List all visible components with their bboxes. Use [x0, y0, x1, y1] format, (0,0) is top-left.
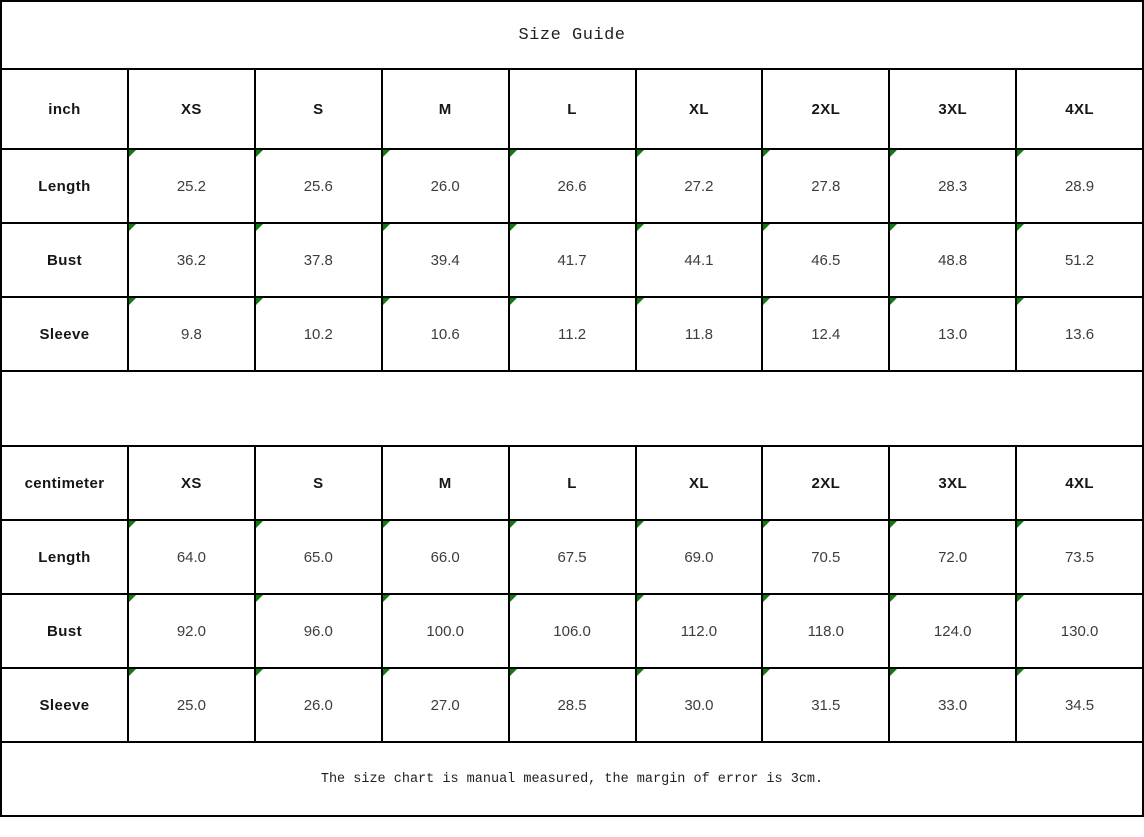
size-value-cell: 96.0	[255, 594, 382, 668]
size-value-cell: 66.0	[382, 520, 509, 594]
size-value-cell: 36.2	[128, 223, 255, 297]
size-value-cell: 65.0	[255, 520, 382, 594]
corner-indicator-icon	[1017, 595, 1024, 602]
size-column-header-4xl: 4XL	[1016, 69, 1143, 149]
size-value-cell: 26.6	[509, 149, 636, 223]
corner-indicator-icon	[129, 521, 136, 528]
row-label: Length	[1, 520, 128, 594]
corner-indicator-icon	[763, 150, 770, 157]
spacer-cell	[1, 371, 1143, 446]
size-column-header-xl: XL	[636, 446, 763, 520]
corner-indicator-icon	[1017, 150, 1024, 157]
corner-indicator-icon	[510, 298, 517, 305]
corner-indicator-icon	[1017, 521, 1024, 528]
footer-note: The size chart is manual measured, the margin of error is 3cm.	[1, 742, 1143, 816]
size-value-cell: 41.7	[509, 223, 636, 297]
size-value-cell: 51.2	[1016, 223, 1143, 297]
corner-indicator-icon	[129, 669, 136, 676]
corner-indicator-icon	[510, 150, 517, 157]
size-value-cell: 10.6	[382, 297, 509, 371]
row-label: Sleeve	[1, 297, 128, 371]
corner-indicator-icon	[637, 669, 644, 676]
size-value-cell: 30.0	[636, 668, 763, 742]
size-value-cell: 92.0	[128, 594, 255, 668]
size-value-cell: 31.5	[762, 668, 889, 742]
corner-indicator-icon	[510, 521, 517, 528]
corner-indicator-icon	[383, 224, 390, 231]
size-value-cell: 13.0	[889, 297, 1016, 371]
corner-indicator-icon	[1017, 298, 1024, 305]
size-value-cell: 27.0	[382, 668, 509, 742]
corner-indicator-icon	[256, 150, 263, 157]
size-value-cell: 106.0	[509, 594, 636, 668]
corner-indicator-icon	[510, 595, 517, 602]
size-value-cell: 26.0	[382, 149, 509, 223]
corner-indicator-icon	[129, 150, 136, 157]
table-row-inch-sleeve	[1, 297, 1143, 371]
size-value-cell: 69.0	[636, 520, 763, 594]
size-column-header-xl: XL	[636, 69, 763, 149]
size-column-header-m: M	[382, 69, 509, 149]
size-value-cell: 28.5	[509, 668, 636, 742]
corner-indicator-icon	[383, 521, 390, 528]
corner-indicator-icon	[890, 298, 897, 305]
size-value-cell: 44.1	[636, 223, 763, 297]
size-column-header-2xl: 2XL	[762, 69, 889, 149]
size-value-cell: 27.2	[636, 149, 763, 223]
size-value-cell: 28.9	[1016, 149, 1143, 223]
size-value-cell: 67.5	[509, 520, 636, 594]
corner-indicator-icon	[129, 595, 136, 602]
corner-indicator-icon	[256, 669, 263, 676]
corner-indicator-icon	[637, 298, 644, 305]
corner-indicator-icon	[129, 224, 136, 231]
footer-row	[1, 742, 1143, 816]
size-value-cell: 11.8	[636, 297, 763, 371]
corner-indicator-icon	[637, 224, 644, 231]
corner-indicator-icon	[256, 224, 263, 231]
table-row-cm-sleeve	[1, 668, 1143, 742]
size-value-cell: 13.6	[1016, 297, 1143, 371]
unit-header-centimeter: centimeter	[1, 446, 128, 520]
title-row	[1, 1, 1143, 69]
corner-indicator-icon	[890, 669, 897, 676]
corner-indicator-icon	[890, 595, 897, 602]
corner-indicator-icon	[763, 298, 770, 305]
corner-indicator-icon	[890, 150, 897, 157]
size-column-header-l: L	[509, 446, 636, 520]
size-column-header-4xl: 4XL	[1016, 446, 1143, 520]
corner-indicator-icon	[763, 595, 770, 602]
size-column-header-xs: XS	[128, 446, 255, 520]
size-value-cell: 64.0	[128, 520, 255, 594]
size-column-header-3xl: 3XL	[889, 69, 1016, 149]
corner-indicator-icon	[1017, 669, 1024, 676]
table-row-inch-length	[1, 149, 1143, 223]
size-value-cell: 73.5	[1016, 520, 1143, 594]
size-column-header-s: S	[255, 69, 382, 149]
size-value-cell: 37.8	[255, 223, 382, 297]
size-column-header-m: M	[382, 446, 509, 520]
size-value-cell: 9.8	[128, 297, 255, 371]
size-value-cell: 48.8	[889, 223, 1016, 297]
size-value-cell: 46.5	[762, 223, 889, 297]
row-label: Bust	[1, 223, 128, 297]
corner-indicator-icon	[510, 669, 517, 676]
size-value-cell: 34.5	[1016, 668, 1143, 742]
table-row-inch-bust	[1, 223, 1143, 297]
corner-indicator-icon	[256, 595, 263, 602]
size-value-cell: 25.0	[128, 668, 255, 742]
table-row-cm-length	[1, 520, 1143, 594]
size-value-cell: 39.4	[382, 223, 509, 297]
corner-indicator-icon	[1017, 224, 1024, 231]
corner-indicator-icon	[510, 224, 517, 231]
table-row-cm-bust	[1, 594, 1143, 668]
size-value-cell: 12.4	[762, 297, 889, 371]
size-column-header-s: S	[255, 446, 382, 520]
row-label: Bust	[1, 594, 128, 668]
corner-indicator-icon	[383, 298, 390, 305]
size-value-cell: 130.0	[1016, 594, 1143, 668]
size-value-cell: 70.5	[762, 520, 889, 594]
corner-indicator-icon	[383, 595, 390, 602]
corner-indicator-icon	[129, 298, 136, 305]
corner-indicator-icon	[383, 669, 390, 676]
size-value-cell: 112.0	[636, 594, 763, 668]
spacer-row	[1, 371, 1143, 446]
inch-header-row	[1, 69, 1143, 149]
corner-indicator-icon	[890, 224, 897, 231]
size-column-header-2xl: 2XL	[762, 446, 889, 520]
size-value-cell: 33.0	[889, 668, 1016, 742]
size-value-cell: 27.8	[762, 149, 889, 223]
corner-indicator-icon	[256, 521, 263, 528]
page-title: Size Guide	[1, 1, 1143, 69]
corner-indicator-icon	[763, 521, 770, 528]
size-value-cell: 10.2	[255, 297, 382, 371]
corner-indicator-icon	[637, 595, 644, 602]
row-label: Length	[1, 149, 128, 223]
size-value-cell: 25.2	[128, 149, 255, 223]
unit-header-inch: inch	[1, 69, 128, 149]
corner-indicator-icon	[637, 521, 644, 528]
corner-indicator-icon	[637, 150, 644, 157]
corner-indicator-icon	[256, 298, 263, 305]
corner-indicator-icon	[383, 150, 390, 157]
centimeter-header-row	[1, 446, 1143, 520]
size-column-header-xs: XS	[128, 69, 255, 149]
size-value-cell: 28.3	[889, 149, 1016, 223]
corner-indicator-icon	[763, 669, 770, 676]
row-label: Sleeve	[1, 668, 128, 742]
size-value-cell: 100.0	[382, 594, 509, 668]
size-value-cell: 124.0	[889, 594, 1016, 668]
size-value-cell: 11.2	[509, 297, 636, 371]
size-value-cell: 118.0	[762, 594, 889, 668]
size-value-cell: 25.6	[255, 149, 382, 223]
size-column-header-l: L	[509, 69, 636, 149]
size-value-cell: 72.0	[889, 520, 1016, 594]
corner-indicator-icon	[763, 224, 770, 231]
size-column-header-3xl: 3XL	[889, 446, 1016, 520]
size-value-cell: 26.0	[255, 668, 382, 742]
corner-indicator-icon	[890, 521, 897, 528]
